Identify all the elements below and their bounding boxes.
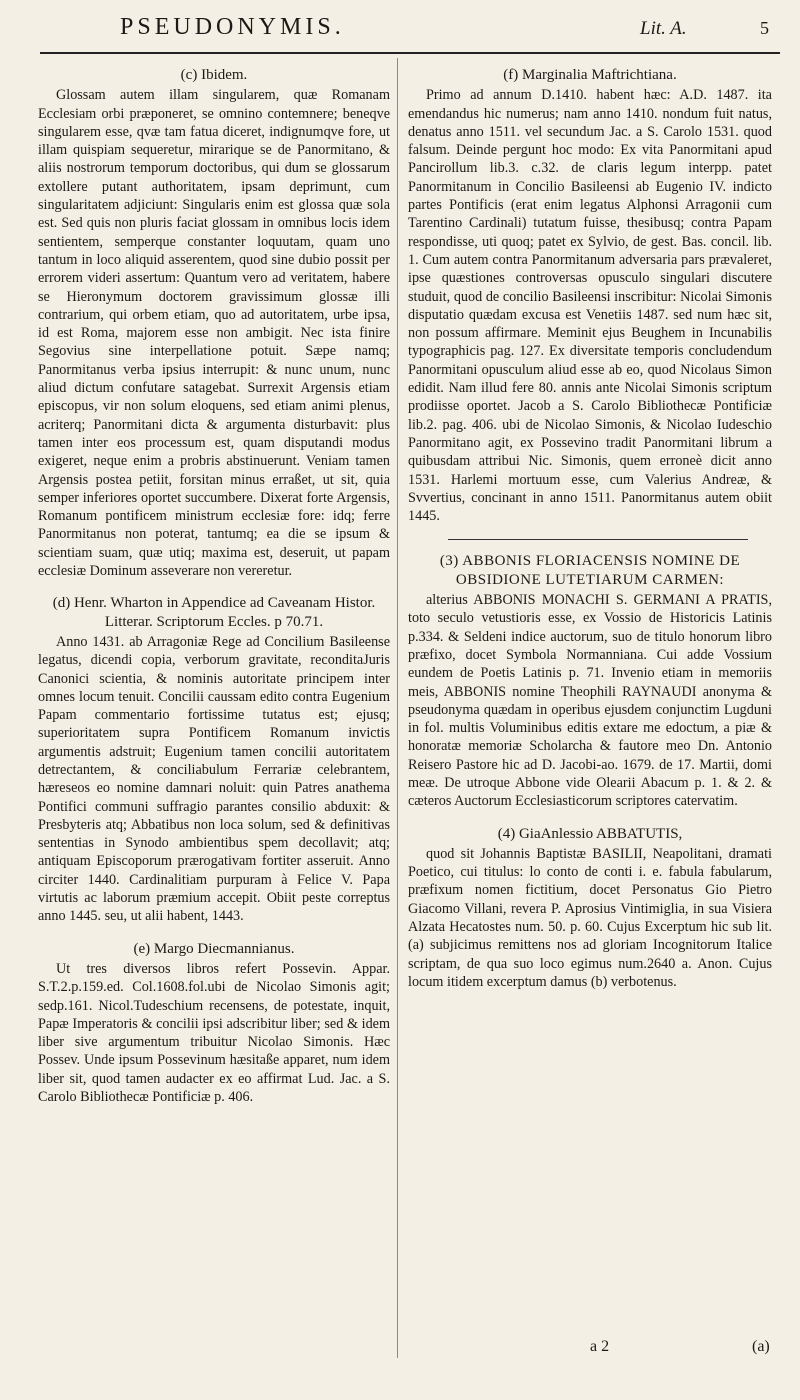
section-rule (448, 539, 748, 540)
note-4 (408, 825, 772, 992)
right-column (408, 66, 772, 1005)
note-3-text: alterius ABBONIS MONACHI S. GERMANI A PRATIS, toto seculo vetustioris esse, ex Vossio de Historicis Latinis p.334. & Seldeni indice auctorum, suo de titulo honorum libro præfixo, docet Symbola Normanniana. Cui adde Vossium eundem de Poetis Latinis p. 71. Invenio etiam in memoriis meis, ABBONIS nomine Theophili RAYNAUDI anonyma & pseudonyma quædam in operibus ejusdem conjunctim Lugduni in fol. multis Voluminibus editis extare me edoctum, a piæ & honoratæ memoriæ Scholarcha & fautore meo Dn. Antonio Reisero Pastore hic ad D. Jacobi-ao. 1679. de 17. Martii, domi meæ. De utroque Abbone vide Olearii Abacum p. 1. & 2. & cæteros Auctorum Ecclesiasticorum scriptores catervatim. (408, 592, 772, 810)
note-e-label: (e) Margo Diecmannianus. (133, 940, 295, 957)
column-divider (397, 58, 398, 1358)
note-c-label: (c) Ibidem. (180, 67, 248, 83)
note-3 (408, 552, 772, 810)
left-column (38, 66, 390, 1120)
header-rule (40, 52, 780, 54)
signature-mark: a 2 (590, 1338, 610, 1355)
note-e-text: Ut tres diversos libros refert Possevin. Appar. S.T.2.p.159.ed. Col.1608.fol.ubi de Nicolao Simonis agit; sedp.161. Nicol.Tudeschium recensens, de potestate, inquit, Papæ Imperatoris & concilii ipsi adscribitur liber; sed & idem liber sive argumentum tribuitur Nicolao Simonis. Hæc Possev. Unde ipsum Possevinum hæsitaße apparet, num idem liber sit, quod tamen audacter ex eo affirmat Lud. Jac. a S. Carolo Bibliothecæ Pontificiæ p. 406. (38, 960, 390, 1106)
note-c-text: Glossam autem illam singularem, quæ Romanam Ecclesiam orbi præponeret, se omnino contemnere; beneqve singularem esse, qvæ tam fatua diceret, indignumqve fore, ut illam quispiam sequeretur, mirarique se de Panormitano, & aliis nostrorum temporum doctoribus, qui dum se glossarum extollere putant authoritatem, ipsam deprimunt, cum singularitatem adjiciunt: Singularis enim est glossa quæ sola est. Sed quis non pluris faciat glossam in omnibus locis idem sentientem, semperque constanter loquutam, quam uno tantum in loco aliquid asserentem, quod sine dubio possit per errorem videri assertum: Quantum vero ad veritatem, habere se Hieronymum doctorem gravissimum glossæ illi contrarium, qui orbem etiam, quo ad autoritatem, urbe ipsa, id est Roma, majorem esse non ambigit. Nec ista finire Segovius sine interpellatione potuit. Sæpe namq; Panormitanus verba ipsius interrupit: & nunc unum, nunc aliud dictum confutare satagebat. Surrexit Argensis etiam episcopus, vir non solum eloquens, sed etiam animi plenus, acriterq; Panormitani dicta & argumenta disturbavit: plus tamen inter eos processum est, quam disputandi modus exigeret, neque enim a probris abstinuerunt. Veniam tamen Argensis postea petiit, forsitan minus erraßet, ut sit, quia semper inferiores oportet succumbere. Dixerat forte Argensis, Romanum pontificem ministrum ecclesiæ fore: idq; ferre Panormitanus non poterat, tantumq; ea die se ipsum & scientiam suam, quæ utiq; maxima est, deseruit, ut papam ecclesiæ Dominum asseverare non vereretur. (38, 87, 390, 580)
page-header (0, 0, 800, 56)
note-f-label: (f) Marginalia Maftrichtiana. (503, 67, 677, 83)
note-e (38, 940, 390, 1107)
page-number: 5 (760, 18, 769, 38)
note-d (38, 594, 390, 925)
running-subtitle: Lit. A. (640, 18, 687, 39)
note-d-label: (d) Henr. Wharton in Appendice ad Caveanam Histor. Litterar. Scriptorum Eccles. p 70.71. (52, 595, 376, 630)
note-4-label: (4) GiaAnlessio ABBATUTIS, (497, 825, 683, 842)
note-c (38, 66, 390, 580)
note-f (408, 66, 772, 525)
catchword: (a) (752, 1338, 770, 1355)
note-3-label: (3) ABBONIS FLORIACENSIS NOMINE DE OBSIDIONE LUTETIARUM CARMEN: (439, 553, 741, 588)
note-d-text: Anno 1431. ab Arragoniæ Rege ad Concilium Basileense legatus, dicendi copia, verborum gravitate, reconditaJuris Canonici scientia, & nominis autoritate principem inter omnes locum tenuit. Concilii caussam edito contra Eugenium Papam commentario fortissime tutatus est; ejusq; superioritatem supra Pontificem Romanum invictis argumentis adstruit; Eugenium tamen concilii autoritatem detrectantem, & conciliabulum Ferrariæ celebrantem, hæreseos eo nomine damnari noluit: quin Patres anathema Pontifici communi suffragio parantes consilio abduxit: & Presbyteris atq; Abbatibus non loca solum, sed & definitivas sententias in Synodo ambientibus spem decollavit; atq; antiquam Episcoporum prærogativam fortiter asseruit. Anno circiter 1440. Cardinalitiam purpuram à Felice V. Papa virtutis ac laborum præmium accepit. Obiit peste correptus anno 1445. seu, ut alii habent, 1443. (38, 633, 390, 925)
note-4-text: quod sit Johannis Baptistæ BASILII, Neapolitani, dramati Poetico, cui titulus: lo conto de conti i. e. fabula fabularum, præfixum nomen fictitium, docet Personatus Gio Pietro Giacomo Villani, revera P. Aprosius Vintimiglia, in sua Visiera Alzata Hecatostes num. 50. p. 60. Cujus Excerptum hic sub lit. (a) subjicimus remittens nos ad gloriam Incognitorum Italice scriptam, de qua suo loco egimus num.2640 a. Anon. Cujus locum itidem excerptum damus (b) verbotenus. (408, 845, 772, 990)
running-title: PSEUDONYMIS. (120, 14, 345, 40)
note-f-text: Primo ad annum D.1410. habent hæc: A.D. 1487. ita emendandus hic numerus; nam anno 1410. nondum fuit natus, denatus anno 1511. vel secundum Jac. a S. Carolo 1531. quod falsum. Deinde pergunt hoc modo: Ex vita Panormitani apud Pancirollum lib.3. c.32. de claris legum interpp. patet Panormitanum in Concilio Basileensi ab Eugenio IV. indicto partes Pontificis (erat enim legatus Alphonsi Arragonii cum Tarentino Cardinali) tutatum fuisse, thesibusq; contra Papam respondisse, uti quoq; patet ex Sylvio, de gest. Bas. concil. lib. 1. Cum autem contra Panormitanum adversaria pars prævaleret, ipse quæstiones controversas opusculo singulari discutere studuit, quod de concilio Basileensi inscribitur: Nicolai Simonis disputatio quædam excusa est Venetiis 1487. sed num hæc sit, non possum affirmare. Meminit ejus Beughem in Incunabilis typographicis pag. 127. Ex diversitate temporis concludendum Panormitani opusculum aliud esse ab eo, quod Nicolaus Simon edidit. Nam illud fere 80. annis ante Nicolai Simonis scriptum prodiisse oportet. Jacob a S. Carolo Bibliothecæ Pontificiæ lib.2. pag. 406. ubi de Nicolao Simonis, & Nicolao Iudeschio Panormitano agit, ex Possevino tradit Panormitani librum a quibusdam attribui Nic. Simonis, quem erroneè dicit anno 1531. Harlemi mortuum esse, cum Valerius Andreæ, & Svvertius, concinant in anno 1511. Panormitanus autem obiit 1445. (408, 87, 772, 525)
